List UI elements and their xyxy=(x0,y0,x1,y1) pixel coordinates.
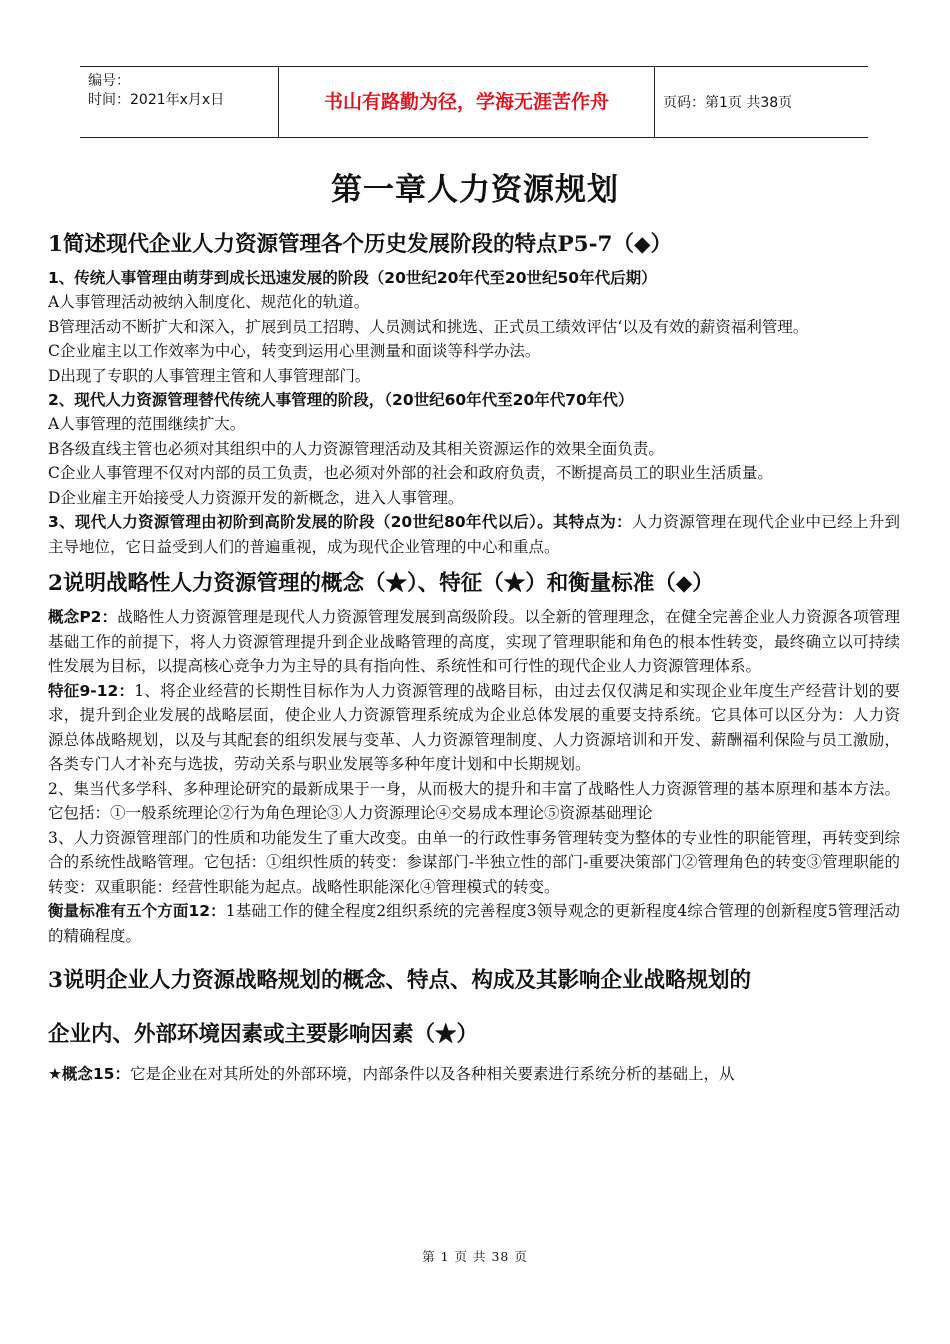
chapter-title: 第一章人力资源规划 xyxy=(331,172,619,208)
header-table xyxy=(80,66,868,138)
document-body xyxy=(48,228,900,1087)
header-motto: 书山有路勤为径，学海无涯苦作舟 xyxy=(323,91,609,113)
section-1-sub-2-item-b: B各级直线主管也必须对其组织中的人力资源管理活动及其相关资源运作的效果全面负责。 xyxy=(48,439,664,458)
section-2-feature-1-text: 1、将企业经营的长期性目标作为人力资源管理的战略目标，由过去仅仅满足和实现企业年度生产经营计划的要求，提升到企业发展的战略层面，使企业人力资源管理系统成为企业总体发展的重要支持系统。它具体可以区分为：人力资源总体战略规划，以及与其配套的组织发展与变革、人力资源管理制度、人力资源培训和开发、薪酬福利保险与员工激励，各类专门人才补充与选拔，劳动关系与职业发展等多种年度计划和中长期规划。 xyxy=(48,681,900,773)
section-2-heading: 2说明战略性人力资源管理的概念（★）、特征（★）和衡量标准（◆） xyxy=(48,571,714,596)
section-1-sub-3 xyxy=(48,510,900,559)
section-2-standard-label: 衡量标准有五个方面12： xyxy=(48,902,226,920)
header-motto-cell xyxy=(279,67,655,137)
section-2-standard xyxy=(48,899,900,948)
section-1-sub-1-item-a: A人事管理活动被纳入制度化、规范化的轨道。 xyxy=(48,293,370,311)
section-3-concept-text: 它是企业在对其所处的外部环境，内部条件以及各种相关要素进行系统分析的基础上，从 xyxy=(129,1065,735,1083)
header-info-cell xyxy=(80,67,279,137)
section-1-sub-1: 1、传统人事管理由萌芽到成长迅速发展的阶段（20世纪20年代至20世纪50年代后期） xyxy=(48,269,657,287)
section-1-sub-2: 2、现代人力资源管理替代传统人事管理的阶段，（20世纪60年代至20年代70年代） xyxy=(48,391,634,409)
section-2-concept-text: 战略性人力资源管理是现代人力资源管理发展到高级阶段。以全新的管理理念，在健全完善企业人力资源各项管理基础工作的前提下，将人力资源管理提升到企业战略管理的高度，实现了管理职能和角色的根本性转变，最终确立以可持续性发展为目标，以提高核心竞争力为主导的具有指向性、系统性和可行性的现代企业人力资源管理体系。 xyxy=(48,608,900,675)
section-1-sub-1-item-c: C企业雇主以工作效率为中心，转变到运用心里测量和面谈等科学办法。 xyxy=(48,342,541,360)
header-page-cell xyxy=(655,67,868,137)
section-1-sub-2-item-a: A人事管理的范围继续扩大。 xyxy=(48,415,246,433)
section-3-concept-label: ★概念15： xyxy=(48,1065,130,1083)
section-1-sub-1-item-b: B管理活动不断扩大和深入，扩展到员工招聘、人员测试和挑选、正式员工绩效评估‘以及有效的薪资福利管理。 xyxy=(48,317,809,336)
section-2-feature-3: 3、人力资源管理部门的性质和功能发生了重大改变。由单一的行政性事务管理转变为整体的专业性的职能管理，再转变到综合的系统性战略管理。它包括：①组织性质的转变：参谋部门-半独立性的部门-重要决策部门②管理角色的转变③管理职能的转变：双重职能：经营性职能为起点。战略性职能深化④管理模式的转变。 xyxy=(48,828,900,896)
section-2-standard-text: 1基础工作的健全程度2组织系统的完善程度3领导观念的更新程度4综合管理的创新程度5管理活动的精确程度。 xyxy=(48,902,900,945)
section-1-sub-2-item-c: C企业人事管理不仅对内部的员工负责，也必须对外部的社会和政府负责，不断提高员工的职业生活质量。 xyxy=(48,464,773,482)
section-1-sub-3-text: 人力资源管理在现代企业中已经上升到主导地位，它日益受到人们的普遍重视，成为现代企业管理的中心和重点。 xyxy=(48,513,900,556)
header-page-label: 页码：第1页 共38页 xyxy=(663,95,793,111)
section-1-sub-2-item-d: D企业雇主开始接受人力资源开发的新概念，进入人事管理。 xyxy=(48,488,464,507)
section-2-concept xyxy=(48,605,900,679)
document-number-label: 编号： xyxy=(88,73,130,89)
section-1-sub-1-item-d: D出现了专职的人事管理主管和人事管理部门。 xyxy=(48,366,371,385)
section-2-feature-2: 2、集当代多学科、多种理论研究的最新成果于一身，从而极大的提升和丰富了战略性人力资源管理的基本原理和基本方法。它包括：①一般系统理论②行为角色理论③人力资源理论④交易成本理论⑤资源基础理论 xyxy=(48,779,900,822)
section-2-feature-label: 特征9-12： xyxy=(48,681,135,700)
section-1-heading: 1简述现代企业人力资源管理各个历史发展阶段的特点P5-7（◆） xyxy=(48,232,673,257)
section-1-sub-3-label: 3、现代人力资源管理由初阶到高阶发展的阶段（20世纪80年代以后）。其特点为： xyxy=(48,513,632,531)
section-3-heading-line-1: 3说明企业人力资源战略规划的概念、特点、构成及其影响企业战略规划的 xyxy=(48,968,751,993)
page-footer: 第 1 页 共 38 页 xyxy=(422,1249,528,1264)
document-time-label: 时间：2021年x月x日 xyxy=(88,92,225,108)
section-2-feature-1 xyxy=(48,679,900,777)
section-3-heading-line-2: 企业内、外部环境因素或主要影响因素（★） xyxy=(48,1022,479,1047)
section-2-concept-label: 概念P2： xyxy=(48,608,118,626)
section-3-concept xyxy=(48,1062,900,1087)
